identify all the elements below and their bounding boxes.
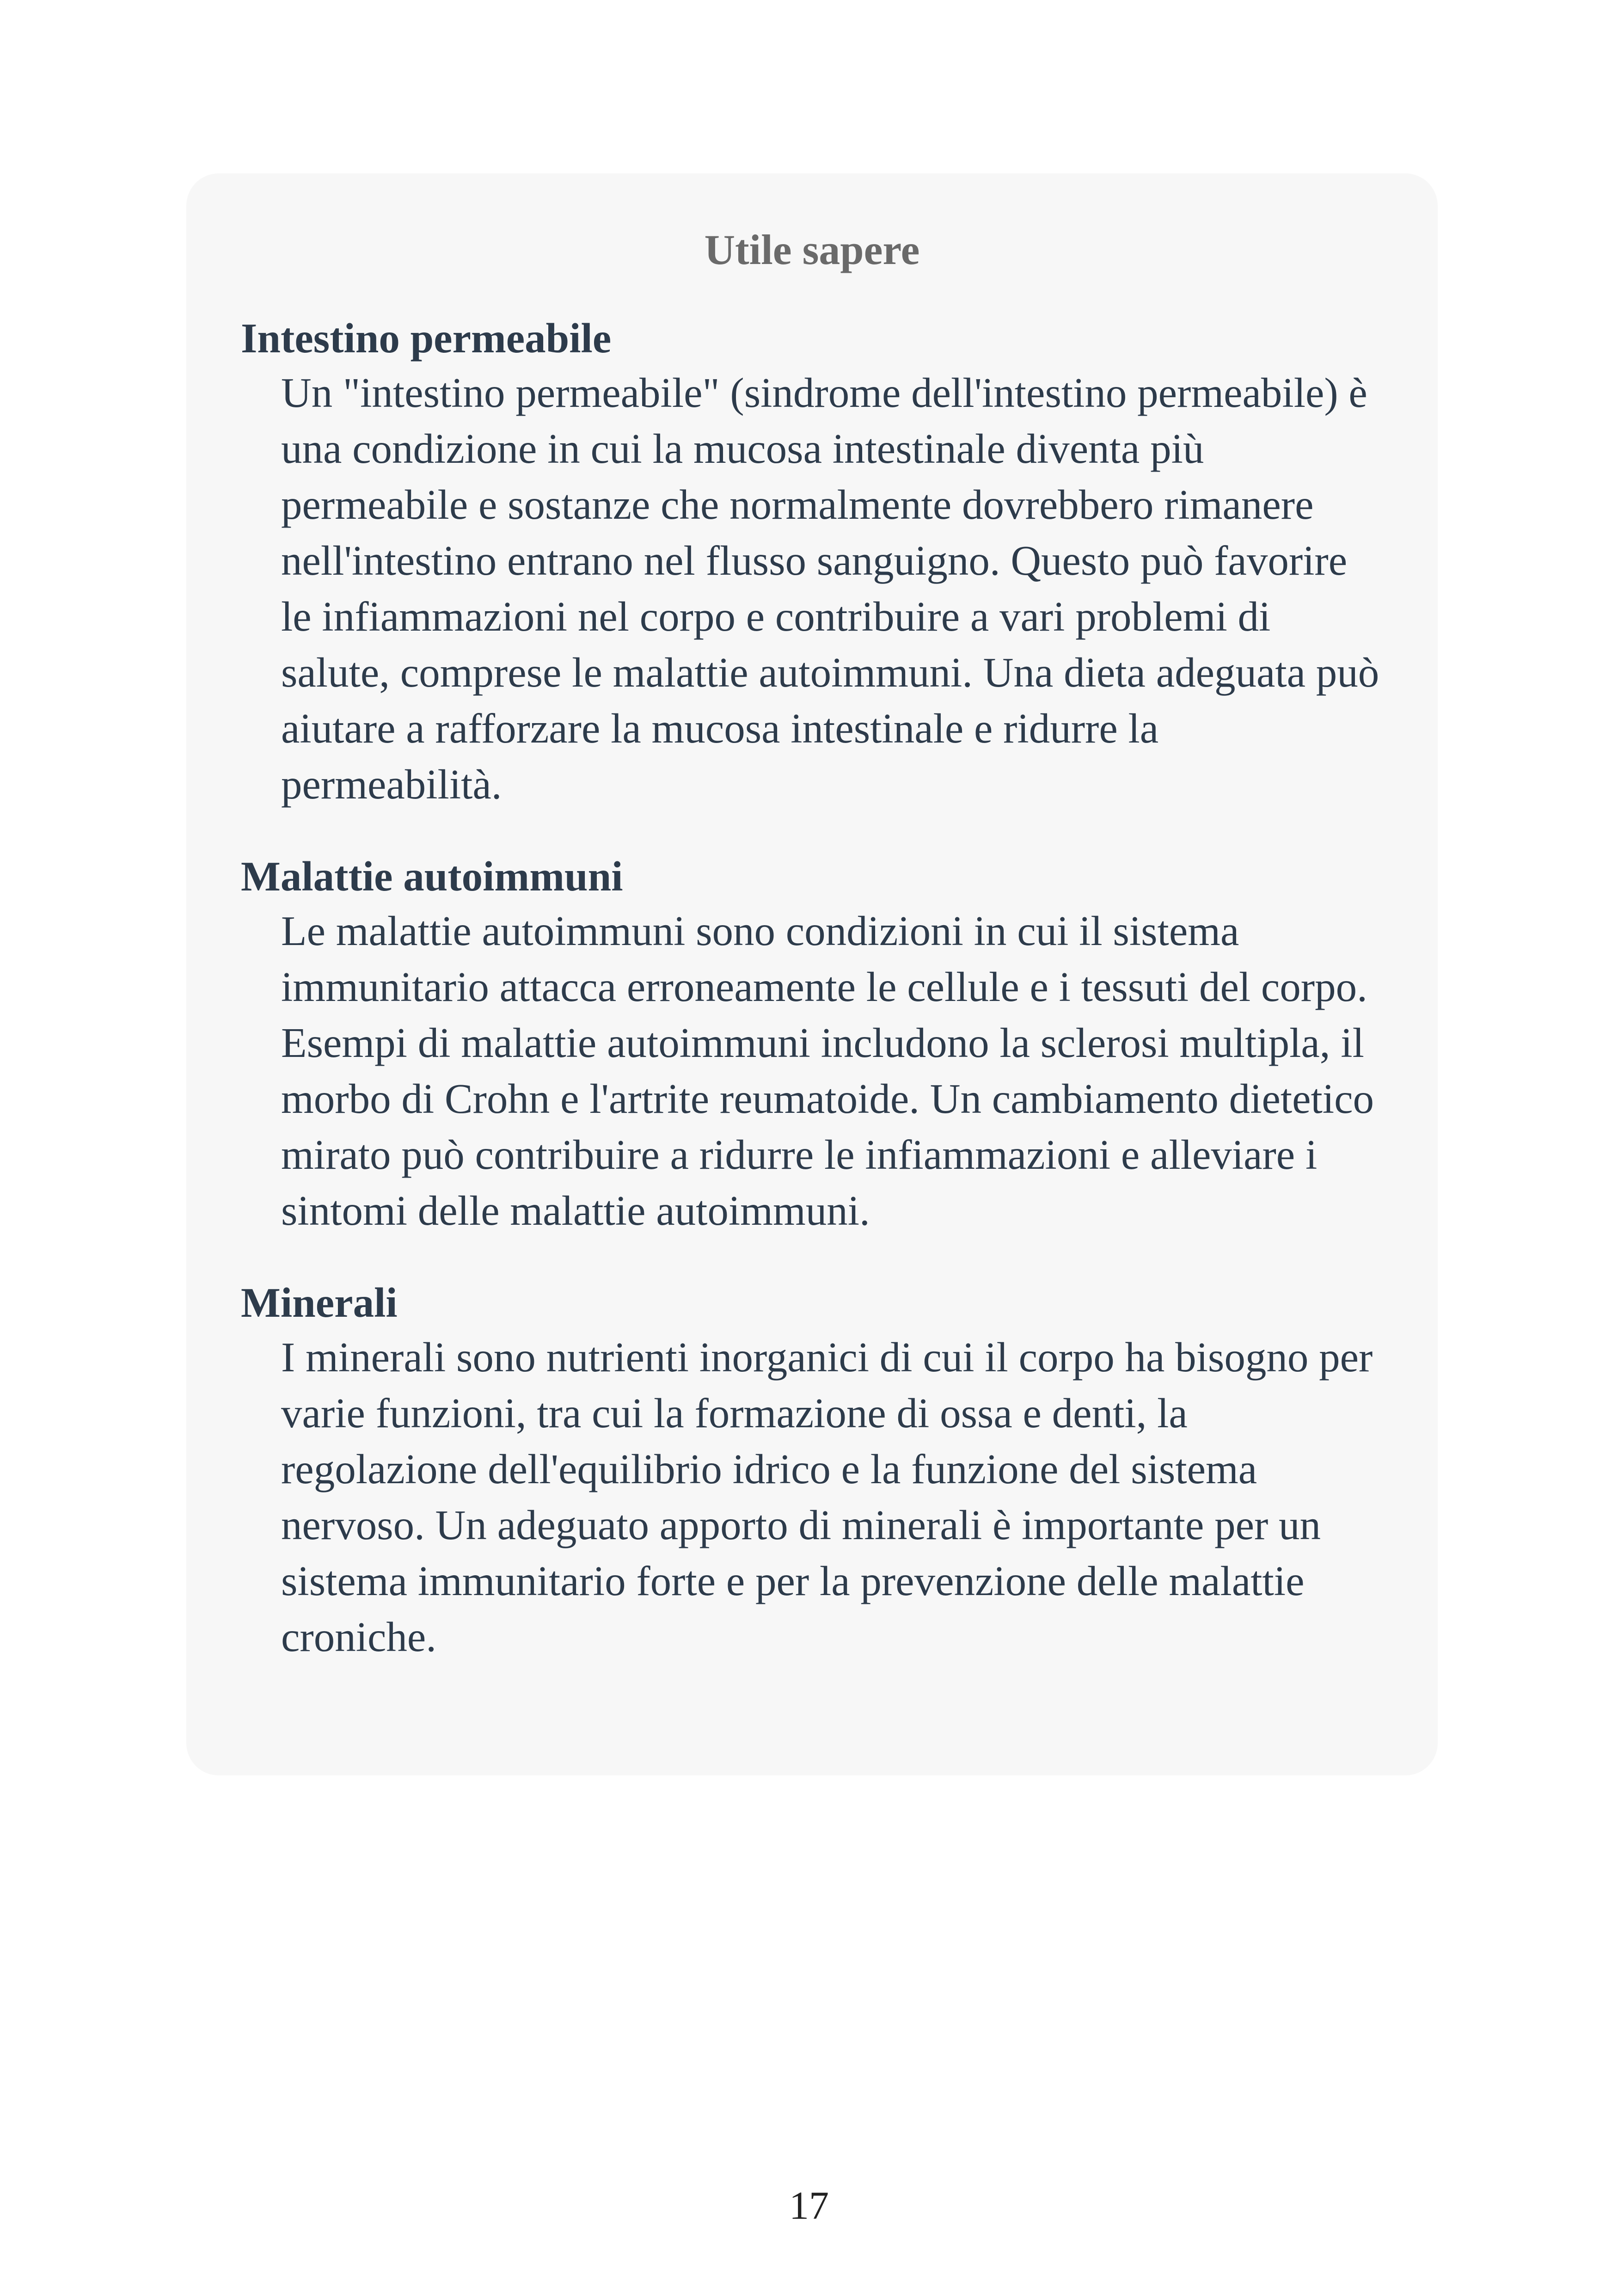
glossary-entry-malattie-autoimmuni	[241, 850, 1383, 1239]
info-box-title: Utile sapere	[704, 226, 920, 273]
glossary-entry-minerali	[241, 1277, 1383, 1665]
glossary-term: Intestino permeabile	[241, 315, 612, 362]
glossary-definition: Un "intestino permeabile" (sindrome dell'intestino permeabile) è una condizione in cui la mucosa intestinale diventa più permeabile e sostanze che normalmente dovrebbero rimanere nell'intestino entrano nel flusso sanguigno. Questo può favorire le infiammazioni nel corpo e contribuire a vari problemi di salute, comprese le malattie autoimmuni. Una dieta adeguata può aiutare a rafforzare la mucosa intestinale e ridurre la permeabilità.	[281, 369, 1379, 808]
glossary-term: Malattie autoimmuni	[241, 853, 623, 900]
info-box	[186, 173, 1438, 1775]
glossary-entry-intestino-permeabile	[241, 312, 1383, 812]
glossary-definition: I minerali sono nutrienti inorganici di cui il corpo ha bisogno per varie funzioni, tra cui la formazione di ossa e denti, la regolazione dell'equilibrio idrico e la funzione del sistema nervoso. Un adeguato apporto di minerali è importante per un sistema immunitario forte e per la prevenzione delle malattie croniche.	[281, 1333, 1373, 1660]
page-number: 17	[789, 2183, 829, 2228]
glossary-definition: Le malattie autoimmuni sono condizioni in cui il sistema immunitario attacca erroneamente le cellule e i tessuti del corpo. Esempi di malattie autoimmuni includono la sclerosi multipla, il morbo di Crohn e l'artrite reumatoide. Un cambiamento dietetico mirato può contribuire a ridurre le infiammazioni e alleviare i sintomi delle malattie autoimmuni.	[281, 907, 1374, 1234]
glossary-term: Minerali	[241, 1279, 398, 1326]
